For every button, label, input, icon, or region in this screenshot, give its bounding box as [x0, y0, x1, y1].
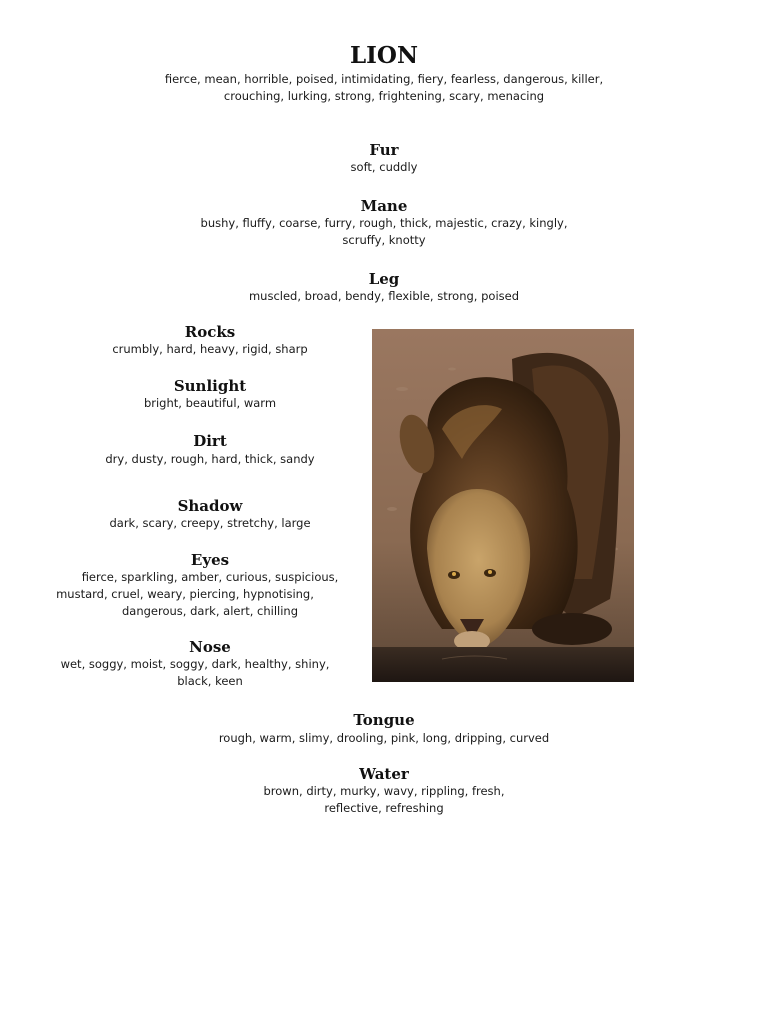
leg-words-line: muscled, broad, bendy, flexible, strong, poised [248, 289, 520, 303]
shadow-words [0, 515, 420, 532]
eyes-words-line: fierce, sparkling, amber, curious, suspicious, [81, 570, 339, 584]
mane-words [0, 215, 768, 249]
water-words-line: brown, dirty, murky, wavy, rippling, fresh, [263, 784, 505, 798]
tongue-words-line: rough, warm, slimy, drooling, pink, long, dripping, curved [218, 731, 550, 745]
fur-heading: Fur [369, 141, 399, 159]
dirt-words [0, 451, 420, 468]
rocks-words-line: crumbly, hard, heavy, rigid, sharp [112, 342, 308, 356]
fur-words-line: soft, cuddly [350, 160, 418, 174]
fur-words [0, 159, 768, 176]
eyes-words-line: mustard, cruel, weary, piercing, hypnotising, [56, 587, 314, 601]
water-heading: Water [359, 765, 409, 783]
title-words-line: crouching, lurking, strong, frightening, scary, menacing [223, 89, 545, 103]
nose-words-line: black, keen [177, 674, 243, 688]
shadow-words-line: dark, scary, creepy, stretchy, large [109, 516, 311, 530]
mane-words-line: bushy, fluffy, coarse, furry, rough, thick, majestic, crazy, kingly, [200, 216, 568, 230]
leg-words [0, 288, 768, 305]
dirt-heading: Dirt [193, 432, 227, 450]
title-words-line: fierce, mean, horrible, poised, intimidating, fiery, fearless, dangerous, killer, [164, 72, 604, 86]
page-title: LION [350, 42, 418, 69]
leg-heading: Leg [368, 270, 400, 288]
lion-photo [372, 329, 634, 682]
shadow-heading: Shadow [177, 497, 243, 515]
tongue-words [0, 730, 768, 747]
mane-words-line: scruffy, knotty [342, 233, 426, 247]
water-words-line: reflective, refreshing [324, 801, 444, 815]
tongue-heading: Tongue [353, 711, 415, 729]
eyes-words-line: dangerous, dark, alert, chilling [121, 604, 298, 618]
sunlight-words [0, 395, 420, 412]
lion-photo-illustration [372, 329, 634, 682]
nose-words-line: wet, soggy, moist, soggy, dark, healthy, shiny, [60, 657, 330, 671]
water-words [0, 783, 768, 817]
sunlight-words-line: bright, beautiful, warm [143, 396, 277, 410]
dirt-words-line: dry, dusty, rough, hard, thick, sandy [105, 452, 315, 466]
eyes-heading: Eyes [190, 551, 230, 569]
nose-heading: Nose [189, 638, 231, 656]
sunlight-heading: Sunlight [173, 377, 247, 395]
eyes-words [0, 569, 420, 620]
nose-words [0, 656, 420, 690]
rocks-words [0, 341, 420, 358]
rocks-heading: Rocks [184, 323, 236, 341]
mane-heading: Mane [360, 197, 408, 215]
title-words [0, 71, 768, 105]
